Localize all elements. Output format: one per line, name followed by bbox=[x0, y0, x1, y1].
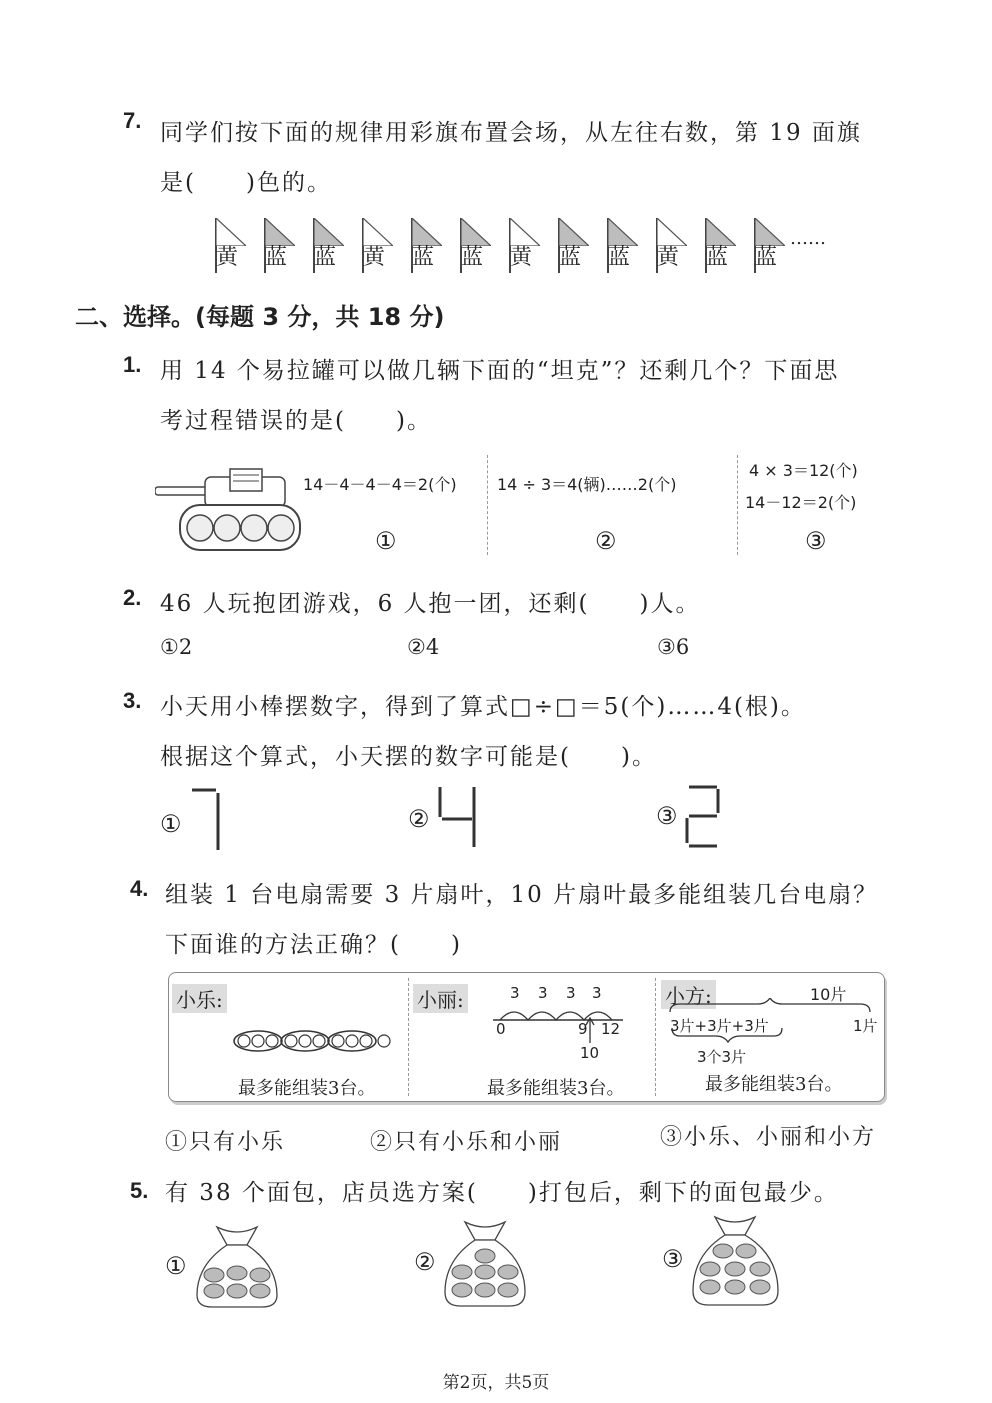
divider bbox=[655, 978, 656, 1096]
bread-bag bbox=[688, 1215, 783, 1310]
flag bbox=[656, 218, 688, 273]
divider bbox=[487, 455, 488, 555]
fang-total: 10片 bbox=[810, 985, 847, 1004]
c5-number: 5. bbox=[130, 1178, 149, 1203]
li-top-3: 3 bbox=[566, 984, 576, 1002]
c1-eq3a: 4 × 3＝12(个) bbox=[749, 461, 858, 480]
c5-label-2[interactable]: ② bbox=[414, 1248, 436, 1276]
li-tick-9: 9 bbox=[578, 1020, 588, 1038]
flag-label: 黄 bbox=[510, 245, 533, 270]
flag bbox=[607, 218, 639, 273]
flag bbox=[411, 218, 443, 273]
q7-text-line2: 是( )色的。 bbox=[160, 170, 332, 196]
matchstick-two bbox=[683, 783, 723, 853]
c2-option-3[interactable]: ③6 bbox=[657, 635, 690, 659]
matchstick-seven bbox=[188, 785, 228, 855]
c4-option-1[interactable]: ①只有小乐 bbox=[165, 1130, 286, 1155]
page-footer: 第2页，共5页 bbox=[442, 1373, 550, 1393]
flag-label: 蓝 bbox=[314, 245, 337, 270]
c1-label-1: ① bbox=[375, 527, 397, 555]
c2-option-2[interactable]: ②4 bbox=[407, 635, 440, 659]
li-tick-12: 12 bbox=[601, 1020, 621, 1038]
fang-result: 最多能组装3台。 bbox=[705, 1074, 843, 1095]
flag bbox=[558, 218, 590, 273]
flag bbox=[705, 218, 737, 273]
c3-label-3[interactable]: ③ bbox=[656, 802, 678, 830]
c1-eq3b: 14－12＝2(个) bbox=[745, 493, 857, 512]
fang-name: 小方: bbox=[661, 980, 716, 1009]
c5-text: 有 38 个面包，店员选方案( )打包后，剩下的面包最少。 bbox=[165, 1180, 839, 1206]
flag-ellipsis: …… bbox=[790, 228, 826, 249]
fang-parts: 3片+3片+3片 bbox=[670, 1017, 769, 1035]
li-top-1: 3 bbox=[510, 984, 520, 1002]
fang-groups: 3个3片 bbox=[697, 1048, 747, 1066]
c4-text-line1: 组装 1 台电扇需要 3 片扇叶，10 片扇叶最多能组装几台电扇？ bbox=[165, 882, 879, 908]
flag bbox=[362, 218, 394, 273]
c5-label-1[interactable]: ① bbox=[165, 1252, 187, 1280]
matchstick-four bbox=[436, 782, 481, 852]
arrow-up-icon bbox=[585, 1016, 595, 1044]
c1-eq1: 14－4－4－4＝2(个) bbox=[303, 475, 457, 494]
le-result: 最多能组装3台。 bbox=[238, 1078, 376, 1099]
c3-text-line2: 根据这个算式，小天摆的数字可能是( )。 bbox=[160, 744, 657, 770]
flag bbox=[215, 218, 247, 273]
c4-number: 4. bbox=[130, 876, 149, 901]
li-top-2: 3 bbox=[538, 984, 548, 1002]
flag-label: 蓝 bbox=[461, 245, 484, 270]
bread-bag bbox=[440, 1220, 530, 1310]
c3-text-line1: 小天用小棒摆数字，得到了算式□÷□＝5(个)……4(根)。 bbox=[160, 694, 806, 720]
c1-label-3: ③ bbox=[805, 527, 827, 555]
c5-label-3[interactable]: ③ bbox=[662, 1245, 684, 1273]
c1-text-line1: 用 14 个易拉罐可以做几辆下面的“坦克”？还剩几个？下面思 bbox=[160, 358, 840, 384]
flag-label: 黄 bbox=[216, 245, 239, 270]
li-result: 最多能组装3台。 bbox=[487, 1078, 625, 1099]
tank-illustration bbox=[155, 465, 305, 555]
c3-number: 3. bbox=[123, 688, 142, 713]
li-tick-0: 0 bbox=[496, 1020, 506, 1038]
flag-label: 蓝 bbox=[559, 245, 582, 270]
flag-label: 黄 bbox=[657, 245, 680, 270]
divider bbox=[737, 455, 738, 555]
c1-eq2: 14 ÷ 3＝4(辆)……2(个) bbox=[497, 475, 677, 494]
flag-label: 蓝 bbox=[412, 245, 435, 270]
divider bbox=[408, 978, 409, 1096]
li-name: 小丽: bbox=[413, 984, 468, 1013]
c4-text-line2: 下面谁的方法正确？( ) bbox=[165, 932, 462, 958]
c4-option-3[interactable]: ③小乐、小丽和小方 bbox=[660, 1125, 877, 1150]
q7-text-line1: 同学们按下面的规律用彩旗布置会场，从左往右数，第 19 面旗 bbox=[160, 120, 862, 146]
flag-label: 蓝 bbox=[706, 245, 729, 270]
c1-number: 1. bbox=[123, 352, 142, 377]
q7-number: 7. bbox=[123, 108, 142, 133]
flag bbox=[313, 218, 345, 273]
flag-label: 蓝 bbox=[608, 245, 631, 270]
flag-label: 蓝 bbox=[265, 245, 288, 270]
le-ovals bbox=[232, 1028, 392, 1054]
le-name: 小乐: bbox=[172, 984, 227, 1013]
c4-option-2[interactable]: ②只有小乐和小丽 bbox=[370, 1130, 563, 1155]
flag bbox=[509, 218, 541, 273]
flag bbox=[754, 218, 786, 273]
section-title: 二、选择。(每题 3 分，共 18 分) bbox=[75, 303, 445, 331]
bread-bag bbox=[192, 1225, 282, 1310]
c3-label-1[interactable]: ① bbox=[160, 810, 182, 838]
flag bbox=[460, 218, 492, 273]
c3-label-2[interactable]: ② bbox=[408, 805, 430, 833]
li-below: 10 bbox=[580, 1044, 600, 1062]
flag bbox=[264, 218, 296, 273]
c2-option-1[interactable]: ①2 bbox=[160, 635, 193, 659]
c1-text-line2: 考过程错误的是( )。 bbox=[160, 408, 432, 434]
c1-label-2: ② bbox=[595, 527, 617, 555]
c2-number: 2. bbox=[123, 585, 142, 610]
flag-label: 蓝 bbox=[755, 245, 778, 270]
c2-text: 46 人玩抱团游戏，6 人抱一团，还剩( )人。 bbox=[160, 591, 701, 617]
fang-one: 1片 bbox=[853, 1017, 878, 1035]
li-top-4: 3 bbox=[592, 984, 602, 1002]
flag-label: 黄 bbox=[363, 245, 386, 270]
